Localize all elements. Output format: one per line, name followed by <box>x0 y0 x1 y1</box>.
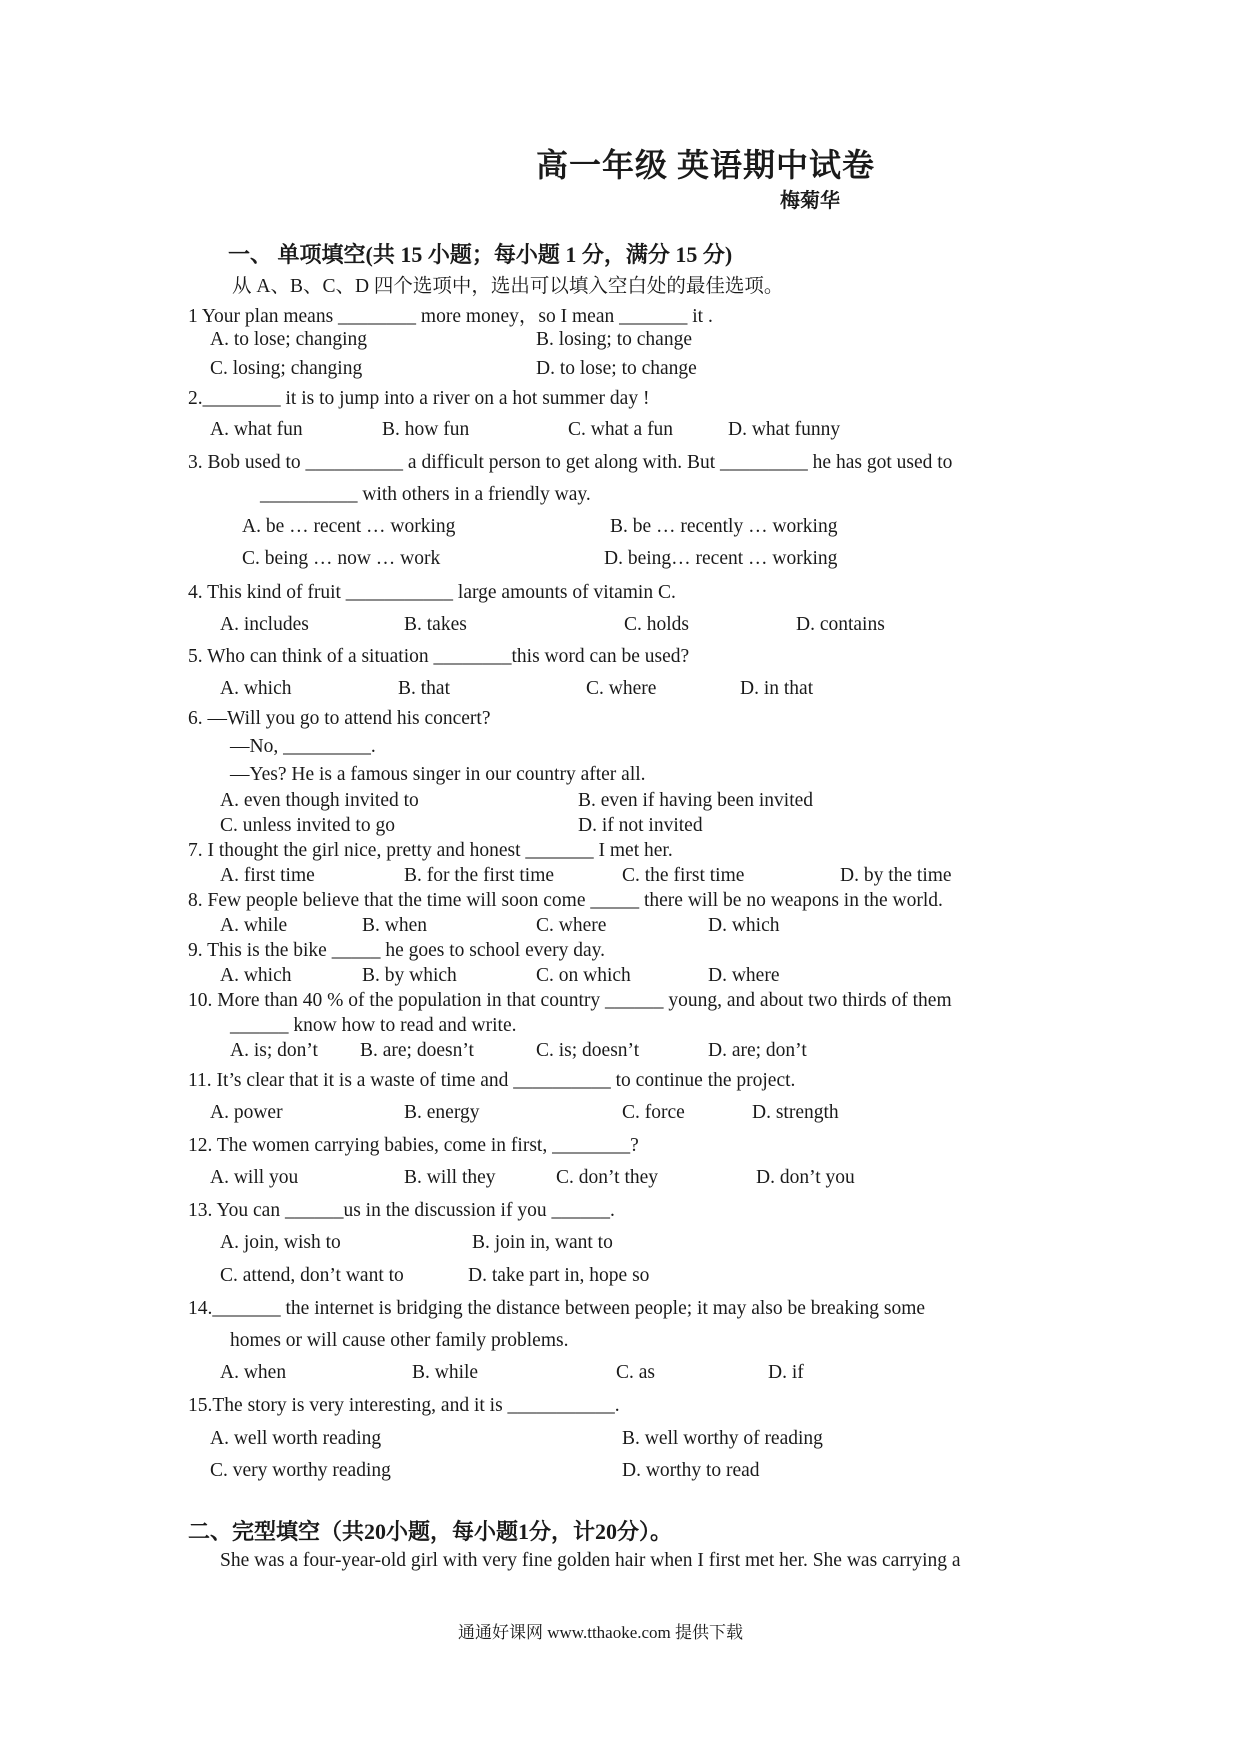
question-11-option-b: B. energy <box>404 1102 480 1123</box>
question-1-option-b: B. losing; to change <box>536 329 692 350</box>
question-7-option-a: A. first time <box>220 865 315 886</box>
question-8-option-a: A. while <box>220 915 288 936</box>
question-1-option-d: D. to lose; to change <box>536 358 697 379</box>
question-15-option-a: A. well worth reading <box>210 1428 382 1449</box>
question-1-option-a: A. to lose; changing <box>210 329 368 350</box>
question-10-option-c: C. is; doesn’t <box>536 1040 640 1061</box>
question-7-option-b: B. for the first time <box>404 865 555 886</box>
page-title: 高一年级 英语期中试卷 <box>536 147 876 183</box>
question-10-option-d: D. are; don’t <box>708 1040 807 1061</box>
question-3-option-b: B. be … recently … working <box>610 516 838 537</box>
question-4-option-a: A. includes <box>220 614 309 635</box>
question-9-option-a: A. which <box>220 965 292 986</box>
question-13-option-c: C. attend, don’t want to <box>220 1265 404 1286</box>
question-10-stem-cont: ______ know how to read and write. <box>230 1015 517 1036</box>
question-15-option-d: D. worthy to read <box>622 1460 760 1481</box>
question-7-option-d: D. by the time <box>840 865 952 886</box>
question-9-option-c: C. on which <box>536 965 631 986</box>
question-3-stem-cont: __________ with others in a friendly way. <box>260 484 591 505</box>
question-14-stem: 14._______ the internet is bridging the distance between people; it may also be breaking some <box>188 1298 926 1319</box>
question-6-option-c: C. unless invited to go <box>220 815 395 836</box>
question-5-option-a: A. which <box>220 678 292 699</box>
question-8-option-b: B. when <box>362 915 427 936</box>
question-2-option-d: D. what funny <box>728 419 841 440</box>
question-5-option-b: B. that <box>398 678 450 699</box>
question-4-option-b: B. takes <box>404 614 467 635</box>
question-11-stem: 11. It’s clear that it is a waste of time and __________ to continue the project. <box>188 1070 796 1091</box>
question-4-stem: 4. This kind of fruit ___________ large amounts of vitamin C. <box>188 582 676 603</box>
question-3-option-c: C. being … now … work <box>242 548 441 569</box>
section-1-instruction: 从 A、B、C、D 四个选项中，选出可以填入空白处的最佳选项。 <box>232 276 784 297</box>
question-5-option-d: D. in that <box>740 678 814 699</box>
question-12-option-b: B. will they <box>404 1167 496 1188</box>
question-7-stem: 7. I thought the girl nice, pretty and honest _______ I met her. <box>188 840 673 861</box>
question-13-option-d: D. take part in, hope so <box>468 1265 650 1286</box>
question-6-stem: 6. —Will you go to attend his concert? <box>188 708 491 729</box>
question-8-option-d: D. which <box>708 915 780 936</box>
question-6-dialogue-3: —Yes? He is a famous singer in our country after all. <box>230 764 646 785</box>
question-13-option-b: B. join in, want to <box>472 1232 613 1253</box>
question-12-option-d: D. don’t you <box>756 1167 855 1188</box>
section-1-heading: 一、 单项填空(共 15 小题；每小题 1 分，满分 15 分) <box>228 242 733 267</box>
question-14-option-c: C. as <box>616 1362 655 1383</box>
question-2-option-a: A. what fun <box>210 419 303 440</box>
question-7-option-c: C. the first time <box>622 865 745 886</box>
question-5-stem: 5. Who can think of a situation ________this word can be used? <box>188 646 690 667</box>
question-15-stem: 15.The story is very interesting, and it is ___________. <box>188 1395 620 1416</box>
question-5-option-c: C. where <box>586 678 657 699</box>
question-10-stem: 10. More than 40 % of the population in that country ______ young, and about two thirds of them <box>188 990 952 1011</box>
question-12-option-a: A. will you <box>210 1167 299 1188</box>
question-9-stem: 9. This is the bike _____ he goes to school every day. <box>188 940 606 961</box>
question-14-option-b: B. while <box>412 1362 479 1383</box>
question-10-option-a: A. is; don’t <box>230 1040 318 1061</box>
question-8-stem: 8. Few people believe that the time will soon come _____ there will be no weapons in the world. <box>188 890 943 911</box>
question-6-option-b: B. even if having been invited <box>578 790 814 811</box>
question-6-option-d: D. if not invited <box>578 815 703 836</box>
question-3-stem: 3. Bob used to __________ a difficult person to get along with. But _________ he has got used to <box>188 452 953 473</box>
question-12-option-c: C. don’t they <box>556 1167 659 1188</box>
page-footer: 通通好课网 www.tthaoke.com 提供下载 <box>458 1623 744 1642</box>
question-2-option-c: C. what a fun <box>568 419 674 440</box>
question-6-option-a: A. even though invited to <box>220 790 419 811</box>
question-9-option-b: B. by which <box>362 965 457 986</box>
question-1-option-c: C. losing; changing <box>210 358 363 379</box>
question-2-option-b: B. how fun <box>382 419 470 440</box>
question-13-stem: 13. You can ______us in the discussion if you ______. <box>188 1200 615 1221</box>
question-4-option-c: C. holds <box>624 614 690 635</box>
question-8-option-c: C. where <box>536 915 607 936</box>
question-14-stem-cont: homes or will cause other family problems. <box>230 1330 569 1351</box>
question-14-option-a: A. when <box>220 1362 287 1383</box>
question-11-option-c: C. force <box>622 1102 685 1123</box>
question-14-option-d: D. if <box>768 1362 804 1383</box>
section-2-heading: 二、完型填空（共20小题，每小题1分，计20分）。 <box>188 1519 673 1544</box>
question-11-option-a: A. power <box>210 1102 283 1123</box>
question-2-stem: 2.________ it is to jump into a river on a hot summer day ! <box>188 388 650 409</box>
author-name: 梅菊华 <box>780 190 840 212</box>
section-2-passage-line: She was a four-year-old girl with very fine golden hair when I first met her. She was carrying a <box>220 1550 961 1571</box>
question-6-dialogue-2: —No, _________. <box>230 736 376 757</box>
question-13-option-a: A. join, wish to <box>220 1232 341 1253</box>
question-3-option-a: A. be … recent … working <box>242 516 456 537</box>
question-4-option-d: D. contains <box>796 614 885 635</box>
question-11-option-d: D. strength <box>752 1102 839 1123</box>
question-9-option-d: D. where <box>708 965 780 986</box>
question-1-stem: 1 Your plan means ________ more money，so I mean _______ it . <box>188 306 713 327</box>
question-3-option-d: D. being… recent … working <box>604 548 838 569</box>
question-15-option-c: C. very worthy reading <box>210 1460 391 1481</box>
question-15-option-b: B. well worthy of reading <box>622 1428 823 1449</box>
question-10-option-b: B. are; doesn’t <box>360 1040 474 1061</box>
question-12-stem: 12. The women carrying babies, come in first, ________? <box>188 1135 639 1156</box>
